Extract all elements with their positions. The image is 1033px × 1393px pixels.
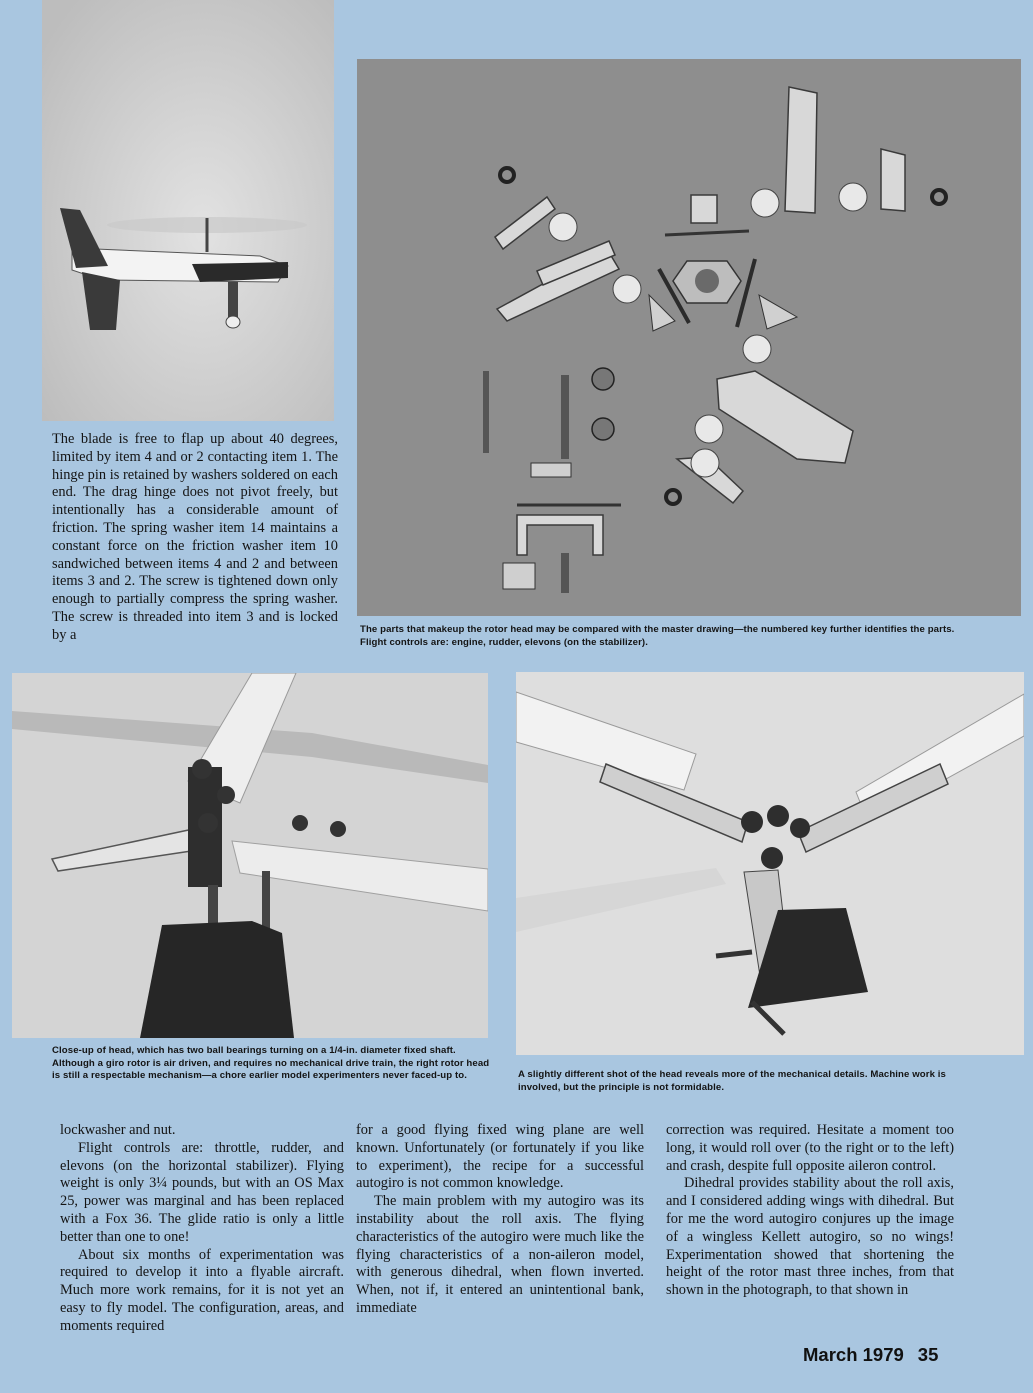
rotor-head-alternate-illustration	[516, 672, 1024, 1055]
autogiro-flight-illustration	[42, 0, 334, 421]
page-number: 35	[917, 1344, 939, 1365]
caption-head-alternate: A slightly different shot of the head reveals more of the mechanical details. Machine work is involved, but the principle is not formidable.	[518, 1069, 946, 1093]
column-2-paragraph-1: for a good flying fixed wing plane are well known. Unfortunately (or fortunately if you like to experiment), the recipe for a successful autogiro is not common knowledge.	[356, 1122, 644, 1192]
issue-date: March 1979	[803, 1344, 904, 1365]
rotor-head-closeup-illustration	[12, 673, 488, 1038]
page-footer	[803, 1344, 938, 1366]
column-1-paragraph-1: lockwasher and nut.	[60, 1122, 176, 1138]
paragraph-rotor-blade: The blade is free to flap up about 40 degrees, limited by item 4 and or 2 contacting item 1. The hinge pin is retained by washers soldered on each end. The drag hinge does not pivot freely, but intentionally has a considerable amount of friction. The spring washer item 14 maintains a constant force on the friction washer item 10 sandwiched between items 4 and 2 and between items 3 and 2. The screw is tightened down only enough to partially compress the spring washer. The screw is threaded into item 3 and is locked by a	[52, 431, 338, 643]
column-1-paragraph-3: About six months of experimentation was required to develop it into a flyable aircraft. Much more work remains, for it is not yet an easy to fly model. The configuration, areas, and moments required	[60, 1246, 344, 1334]
rotor-head-closeup-photo	[12, 673, 488, 1038]
column-2-paragraph-2: The main problem with my autogiro was its instability about the roll axis. The flying characteristics of the autogiro were much like the flying characteristics of a non-aileron model, with generous dihedral, when flown inverted. When, not if, it entered an unintentional bank, immediate	[356, 1193, 644, 1316]
rotor-parts-photo	[357, 59, 1021, 616]
column-3-paragraph-2: Dihedral provides stability about the roll axis, and I considered adding wings with dihedral. But for me the word autogiro conjures up the image of a wingless Kellett autogiro, so no wings! Experimentation showed that shortening the height of the rotor mast three inches, from that shown in the photograph, to that shown in	[666, 1175, 954, 1299]
column-3-paragraph-1: correction was required. Hesitate a moment too long, it would roll over (to the right or to the left) and crash, despite full opposite aileron control.	[666, 1122, 954, 1174]
text-column-1	[60, 1122, 344, 1336]
caption-rotor-parts: The parts that makeup the rotor head may be compared with the master drawing—the numbered key further identifies the parts. Flight controls are: engine, rudder, elevons (on the stabilizer).	[360, 624, 955, 648]
column-1-paragraph-2: Flight controls are: throttle, rudder, and elevons (on the horizontal stabilizer). Flying weight is only 3¼ pounds, but with an OS Max 25, power was marginal and has been replaced with a Fox 36. The glide ratio is only a little better than one to one!	[60, 1139, 344, 1245]
caption-head-closeup: Close-up of head, which has two ball bearings turning on a 1/4-in. diameter fixed shaft. Although a giro rotor is air driven, and requires no mechanical drive train, the right rotor head is still a respectable mechanism—a chore earlier model experimenters never faced-up to.	[52, 1045, 490, 1082]
rotor-head-alternate-photo	[516, 672, 1024, 1055]
rotor-parts-illustration	[357, 59, 1021, 616]
autogiro-flight-photo	[42, 0, 334, 421]
text-column-2	[356, 1122, 644, 1318]
text-column-3	[666, 1122, 954, 1300]
top-left-text-block	[52, 431, 338, 645]
